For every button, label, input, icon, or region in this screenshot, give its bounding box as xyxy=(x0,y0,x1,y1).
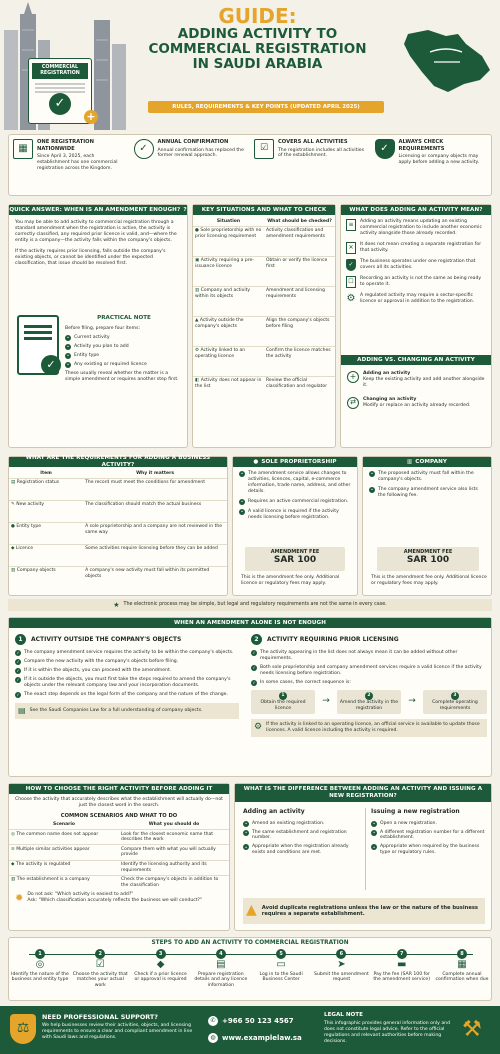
monitor-icon: ▭ xyxy=(276,959,286,970)
bullet-icon: • xyxy=(66,335,70,341)
check-icon: ✓ xyxy=(252,650,256,656)
ask-do: Ask: "Which classification accurately reflects the business we will conduct?" xyxy=(27,898,203,904)
col-item: Item xyxy=(9,469,83,478)
table-row: ◧ Activity does not appear in the list Review the official classification and regulator xyxy=(195,378,328,389)
operating-licence-note: ⚙ If the activity is linked to an operating licence, an official service is available to update those licences. A valid licence including the activity is required. xyxy=(251,719,487,737)
choose-intro: Choose the activity that accurately describes what the establishment will actually do—not just the closest word in the search. xyxy=(15,797,223,808)
check-icon: ✓ xyxy=(16,668,20,674)
changing-title: Changing an activity xyxy=(363,396,417,402)
fee-amount: SAR 100 xyxy=(406,555,450,566)
bullet-icon: • xyxy=(244,844,248,850)
ask-box xyxy=(9,890,229,907)
gear-icon: ⚙ xyxy=(254,721,263,732)
shield-icon: ◆ xyxy=(156,959,165,970)
fee-label: AMENDMENT FEE xyxy=(270,549,320,555)
document-icon: ▤ xyxy=(216,959,226,970)
check-icon: ✓ xyxy=(252,665,256,671)
table-row: ▣ Activity requiring a pre-issuance licence Obtain or verify the licence first xyxy=(193,256,335,286)
list-item: ✓ Compare the new activity with the company's objects before filing. xyxy=(16,659,179,665)
bullet-icon: • xyxy=(240,471,244,477)
licensing-title: ACTIVITY REQUIRING PRIOR LICENSING xyxy=(267,635,399,643)
checklist-icon: ☑ xyxy=(254,139,274,159)
choose-header: HOW TO CHOOSE THE RIGHT ACTIVITY BEFORE ADDING IT xyxy=(9,784,229,794)
refresh-check-icon: ✓ xyxy=(134,139,154,159)
globe-icon: ◍ xyxy=(208,1033,218,1043)
check-circle-icon: ✓ xyxy=(41,355,61,375)
key-situations-header: KEY SITUATIONS AND WHAT TO CHECK xyxy=(193,205,335,215)
bullet-icon: • xyxy=(66,362,70,368)
bullet-icon: • xyxy=(66,344,70,350)
footer xyxy=(0,1006,500,1054)
table-row: ● Entity type A sole proprietorship and a company are not reviewed in the same way xyxy=(9,522,227,544)
step-item: 7 ▬ Pay the fee (SAR 100 for the amendment service) xyxy=(373,950,431,983)
changing-text: Modify or replace an activity already recorded. xyxy=(363,402,471,408)
adding-vs-changing xyxy=(347,371,487,409)
not-enough-panel xyxy=(8,617,492,777)
list-item: • Current activity xyxy=(66,334,110,341)
checklist-icon: ☑ xyxy=(95,959,105,970)
company-panel xyxy=(362,456,492,596)
title-line-3: COMMERCIAL REGISTRATION xyxy=(148,40,367,57)
list-item: ✓ If it is within the objects, you can proceed with the amendment. xyxy=(16,668,172,674)
bullet-icon: • xyxy=(240,499,244,505)
question-icon: ? xyxy=(183,206,187,213)
plus-circle-icon: + xyxy=(347,371,359,383)
list-item: ✓ The company amendment service requires the activity to be within the company's objects. xyxy=(16,650,234,656)
support-title: NEED PROFESSIONAL SUPPORT? xyxy=(42,1013,158,1021)
practical-note-intro: Before filing, prepare four items: xyxy=(65,325,141,331)
bullet-icon: • xyxy=(370,487,374,493)
key-situations-panel xyxy=(192,204,336,448)
shield-check-icon: ✓ xyxy=(346,259,356,271)
list-item: ✓ Both sole proprietorship and company amendment services require a valid licence if the activity needs licensing before registration. xyxy=(252,664,482,676)
check-icon: ✓ xyxy=(16,659,20,665)
step-item: 3 ◆ Check if a prior licence or approval is required xyxy=(132,949,190,983)
table-row: ◎ The common name does not appear Look for the closest economic name that describes the work xyxy=(9,830,229,845)
arrow-right-icon: → xyxy=(408,696,416,707)
quick-answer-panel xyxy=(8,204,188,448)
col-why: Why it matters xyxy=(83,469,227,478)
bank-icon: ▥ xyxy=(11,568,16,574)
sequence-steps xyxy=(251,690,487,714)
table-row: ▤ Registration status The record must meet the conditions for amendment xyxy=(9,478,227,500)
calendar-check-icon: ▦ xyxy=(457,959,467,970)
summary-title: ONE REGISTRATION NATIONWIDE xyxy=(37,139,94,152)
page-title xyxy=(140,6,375,72)
list-item: • A valid licence is required if the activity needs licensing before registration. xyxy=(240,508,339,520)
warning-icon: ▲ xyxy=(195,318,199,324)
search-doc-icon: ◧ xyxy=(195,378,200,384)
legal-block xyxy=(324,1012,458,1045)
list-item: ✓ The business operates under one registration that covers all its activities. xyxy=(346,259,486,271)
quick-answer-header: QUICK ANSWER: WHEN IS AN AMENDMENT ENOUGH? ? xyxy=(9,205,187,215)
steps-row xyxy=(11,949,491,989)
summary-item xyxy=(250,135,371,195)
quick-answer-p2: If the activity requires prior licensing, falls outside the company's existing objects, or cannot be identified under the expected classification, that issue should be resolved first. xyxy=(15,248,166,266)
list-item: • The same establishment and registration number. xyxy=(244,829,347,841)
list-item: ≡ Adding an activity means updating an existing commercial registration to include another economic activity alongside those already recorded. xyxy=(346,219,486,237)
arrow-right-icon: → xyxy=(322,696,330,707)
choose-subheading: COMMON SCENARIOS AND WHAT TO DO xyxy=(60,812,178,819)
bullet-icon: • xyxy=(372,829,376,835)
step-number: 1 xyxy=(15,634,26,645)
subtitle-banner: RULES, REQUIREMENTS & KEY POINTS (UPDATED APRIL 2025) xyxy=(148,101,384,113)
steps-panel xyxy=(8,937,492,1001)
list-icon: ≡ xyxy=(11,846,15,852)
summary-strip xyxy=(8,134,492,196)
adding-vs-changing-header: ADDING VS. CHANGING AN ACTIVITY xyxy=(341,355,491,365)
step-item: 4 ▤ Prepare registration details and any licence information xyxy=(192,949,250,989)
magnifier-icon: ◎ xyxy=(35,959,45,970)
gavel-icon: ⚒ xyxy=(462,1017,482,1042)
objects-title: ACTIVITY OUTSIDE THE COMPANY'S OBJECTS xyxy=(31,635,182,643)
col-scenario: Scenario xyxy=(9,820,119,829)
adding-column-title: Adding an activity xyxy=(243,808,305,815)
lightbulb-icon: ✹ xyxy=(15,893,24,905)
license-icon: ▣ xyxy=(195,258,200,264)
table-row: ≡ Multiple similar activities appear Compare them with what you will actually provide xyxy=(9,845,229,860)
quick-answer-p1: You may be able to add activity to commercial registration through a standard amendment when the registration is active, the activity is correctly classified, any required prior licence is valid, and—where the entity is a company—the activity falls within the company's objects. xyxy=(15,220,177,243)
requirements-header: WHAT ARE THE REQUIREMENTS FOR ADDING A BUSINESS ACTIVITY? xyxy=(9,457,227,467)
summary-title: COVERS ALL ACTIVITIES xyxy=(278,139,348,145)
swap-icon: ⇄ xyxy=(347,397,359,409)
support-block xyxy=(42,1013,202,1041)
edit-icon: ✎ xyxy=(11,502,15,508)
card-icon: ▬ xyxy=(396,959,407,970)
sole-panel xyxy=(232,456,358,596)
list-item: • A different registration number for a different establishment. xyxy=(372,829,485,841)
scenarios-table xyxy=(9,820,229,890)
book-icon: ▤ xyxy=(18,705,26,715)
checklist-clipboard-icon xyxy=(17,315,59,375)
table-row: ✎ New activity The classification should match the actual business xyxy=(9,500,227,522)
support-text: We help businesses review their activities, objects, and licensing requirements to ensure a clear and compliant amendment in line with Saudi laws and regulations. xyxy=(42,1023,193,1040)
people-icon: ● xyxy=(11,524,15,530)
saudi-map-icon xyxy=(394,26,494,96)
check-circle-icon: ✓ xyxy=(49,93,71,115)
requirements-panel xyxy=(8,456,228,596)
fee-label: AMENDMENT FEE xyxy=(403,549,453,555)
registration-document xyxy=(28,58,92,124)
list-item: ☐ Recording an activity is not the same as being ready to operate it. xyxy=(346,276,486,288)
building-icon: ▥ xyxy=(11,877,16,883)
phone-icon: ✆ xyxy=(208,1016,218,1026)
list-item: ✓ The activity appearing in the list does not always mean it can be added without other requirements. xyxy=(252,650,458,661)
list-item: • Requires an active commercial registration. xyxy=(240,498,349,505)
col-situation: Situation xyxy=(193,217,264,226)
choose-panel xyxy=(8,783,230,931)
shield-check-icon: ◆ xyxy=(11,862,15,868)
step-item: 1 ◎ Identify the nature of the business and entity type xyxy=(11,950,69,983)
step-item: 6 ➤ Submit the amendment request xyxy=(314,950,369,983)
summary-item xyxy=(371,135,492,195)
list-item: • Appropriate when required by the business type or regulatory rules. xyxy=(372,844,480,856)
phone-link[interactable]: +966 50 123 4567 xyxy=(222,1016,294,1025)
check-icon: ✓ xyxy=(16,650,20,656)
company-fee-box xyxy=(377,547,479,571)
website-link[interactable]: www.examplelaw.sa xyxy=(222,1033,302,1042)
bullet-icon: • xyxy=(244,820,248,826)
meaning-header: WHAT DOES ADDING AN ACTIVITY MEAN? xyxy=(341,205,491,215)
requirements-table xyxy=(9,469,227,588)
sole-header: ● SOLE PROPRIETORSHIP xyxy=(233,457,357,467)
list-item: • Activity you plan to add xyxy=(66,343,129,350)
new-registration-column xyxy=(371,808,487,856)
document-icon: ≡ xyxy=(346,219,356,231)
sequence-step: 2 Amend the activity in the registration xyxy=(337,690,401,714)
list-item: • Amend an existing registration. xyxy=(244,820,325,826)
list-item: ✓ If it is outside the objects, you must first take the steps required to amend the company's objects under the relevant company law and your incorporation documents. xyxy=(16,677,231,688)
summary-text: The registration includes all activities of the establishment. xyxy=(278,147,365,159)
search-icon: ◎ xyxy=(11,831,15,837)
gear-icon: ⚙ xyxy=(195,348,200,354)
list-item: ✓ The exact step depends on the legal form of the company and the nature of the change. xyxy=(16,691,228,698)
no-copy-icon: ✕ xyxy=(346,242,356,254)
ask-dont: Do not ask: "Which activity is easiest to add?" xyxy=(27,892,134,898)
list-item: • The company amendment service also lists the following fee. xyxy=(370,486,478,498)
new-registration-title: Issuing a new registration xyxy=(371,808,460,815)
company-header: ▥ COMPANY xyxy=(363,457,491,467)
adding-column xyxy=(243,808,361,856)
step-item: 8 ▦ Complete annual confirmation when due xyxy=(433,949,491,983)
fee-amount: SAR 100 xyxy=(273,555,317,566)
table-row: ⚙ Activity linked to an operating licence Confirm the licence matches the activity xyxy=(193,346,335,376)
difference-panel xyxy=(234,783,492,931)
summary-text: Since April 3, 2025, each establishment has one commercial registration across the Kingdom. xyxy=(37,154,118,171)
list-item: ✓ In some cases, the correct sequence is: xyxy=(252,679,351,686)
list-item: • The amendment service allows changes to activities, licences, capital, e-commerce information, trade name, address, and other details. xyxy=(240,471,351,494)
not-enough-header: WHEN AN AMENDMENT ALONE IS NOT ENOUGH xyxy=(9,618,491,628)
title-guide: GUIDE: xyxy=(218,4,297,28)
legal-text: This infographic provides general information only and does not constitute legal advice. Refer to the official regulations and relevant authorities before making decisions. xyxy=(324,1020,450,1044)
user-icon: ● xyxy=(195,228,199,234)
electronic-note: ★ The electronic process may be simple, but legal and regulatory requirements are not the same in every case. xyxy=(8,599,492,611)
clipboard-icon: ☐ xyxy=(346,276,356,288)
companies-law-ref: ▤ See the Saudi Companies Law for a full understanding of company objects. xyxy=(15,703,239,719)
column-divider xyxy=(365,808,366,890)
table-row: ▲ Activity outside the company's objects Align the company's objects before filing xyxy=(193,316,335,346)
building-icon: ▥ xyxy=(195,288,200,294)
licensing-column xyxy=(251,634,487,737)
table-row: ● Sole proprietorship with no prior licensing requirement Activity classification and amendment requirements xyxy=(193,226,335,256)
step-number: 2 xyxy=(251,634,262,645)
building-icon: ▥ xyxy=(406,458,413,465)
col-check: What should be checked? xyxy=(264,217,335,226)
duplicate-warning: ▲ Avoid duplicate registrations unless the law or the nature of the business requires a separate establishment. xyxy=(243,898,485,924)
scales-shield-icon: ⚖ xyxy=(10,1014,36,1044)
sole-fee-note: This is the amendment fee only. Additional licence or regulatory fees may apply. xyxy=(241,575,340,586)
list-item: • Open a new registration. xyxy=(372,820,437,826)
star-icon: ★ xyxy=(113,600,120,609)
step-item: 2 ☑ Choose the activity that matches your actual work xyxy=(72,950,128,989)
summary-title: ANNUAL CONFIRMATION xyxy=(157,139,229,145)
warning-icon: ▲ xyxy=(246,902,257,919)
table-row: ◆ The activity is regulated Identify the licensing authority and its requirements xyxy=(9,860,229,875)
difference-header: WHAT IS THE DIFFERENCE BETWEEN ADDING AN ACTIVITY AND ISSUING A NEW REGISTRATION? xyxy=(235,784,491,802)
doc-label: COMMERCIAL REGISTRATION xyxy=(32,63,88,79)
adding-title: Adding an activity xyxy=(363,371,411,376)
list-item: • Appropriate when the registration already exists and conditions are met. xyxy=(244,844,349,856)
company-fee-note: This is the amendment fee only. Additional licence or regulatory fees may apply. xyxy=(371,575,487,586)
sequence-step: 1 Obtain the required licence xyxy=(251,690,315,714)
bullet-icon: • xyxy=(240,509,244,515)
summary-title: ALWAYS CHECK REQUIREMENTS xyxy=(398,139,445,152)
practical-note-title: PRACTICAL NOTE xyxy=(97,315,151,321)
check-icon: ✓ xyxy=(252,680,256,686)
title-line-2: ADDING ACTIVITY TO xyxy=(177,26,338,42)
contact-block xyxy=(208,1016,318,1043)
shield-check-icon: ◆ xyxy=(11,546,15,552)
header xyxy=(0,0,500,132)
shield-check-icon: ✓ xyxy=(375,139,395,159)
table-row: ◆ Licence Some activities require licensing before they can be added xyxy=(9,544,227,566)
bullet-icon: • xyxy=(66,353,70,359)
sequence-step: 3 Complete operating requirements xyxy=(423,690,487,714)
summary-text: Licensing or company objects may apply before adding a new activity. xyxy=(398,154,480,165)
table-row: ▥ The establishment is a company Check the company's objects in addition to the classification xyxy=(11,877,219,888)
person-icon: ● xyxy=(253,458,259,465)
bullet-icon: • xyxy=(244,829,248,835)
list-item: • The proposed activity must fall within the company's objects. xyxy=(370,471,474,482)
list-item: ✕ It does not mean creating a separate registration for that activity. xyxy=(346,242,486,254)
bullet-icon: • xyxy=(372,844,376,850)
list-item: ⚙ A regulated activity may require a sector-specific licence or approval in addition to the registration. xyxy=(346,292,475,305)
practical-note xyxy=(65,315,183,383)
send-icon: ➤ xyxy=(337,959,346,970)
step-item: 5 ▭ Log in to the Saudi Business Center xyxy=(252,949,310,983)
bullet-icon: • xyxy=(372,820,376,826)
summary-item xyxy=(130,135,251,195)
calendar-icon: ▦ xyxy=(13,139,33,159)
table-row: ▥ Company objects A company's new activity must fall within its permitted objects xyxy=(11,568,210,579)
adding-text: Keep the existing activity and add another alongside it. xyxy=(363,376,485,388)
objects-column xyxy=(15,634,239,719)
bullet-icon: • xyxy=(370,471,374,477)
check-icon: ✓ xyxy=(16,677,20,683)
practical-note-outro: These usually reveal whether the matter is a simple amendment or requires another step first. xyxy=(65,370,179,382)
registration-icon: ▤ xyxy=(11,480,16,486)
gear-icon: ⚙ xyxy=(346,293,356,305)
legal-title: LEGAL NOTE xyxy=(324,1012,363,1018)
summary-text: Annual confirmation has replaced the former renewal approach. xyxy=(157,147,244,159)
list-item: • Any existing or required licence xyxy=(66,361,147,368)
title-line-4: IN SAUDI ARABIA xyxy=(192,55,323,72)
plus-badge-icon: + xyxy=(84,110,98,124)
col-action: What you should do xyxy=(119,820,229,829)
list-item: • Entity type xyxy=(66,352,100,359)
summary-item xyxy=(9,135,130,195)
meaning-panel xyxy=(340,204,492,448)
steps-header: STEPS TO ADD AN ACTIVITY TO COMMERCIAL REGISTRATION xyxy=(151,940,349,946)
check-icon: ✓ xyxy=(16,692,20,698)
table-row: ▥ Company and activity within its objects Amendment and licensing requirements xyxy=(193,286,335,316)
sole-fee-box xyxy=(245,547,345,571)
situations-table xyxy=(193,217,335,406)
